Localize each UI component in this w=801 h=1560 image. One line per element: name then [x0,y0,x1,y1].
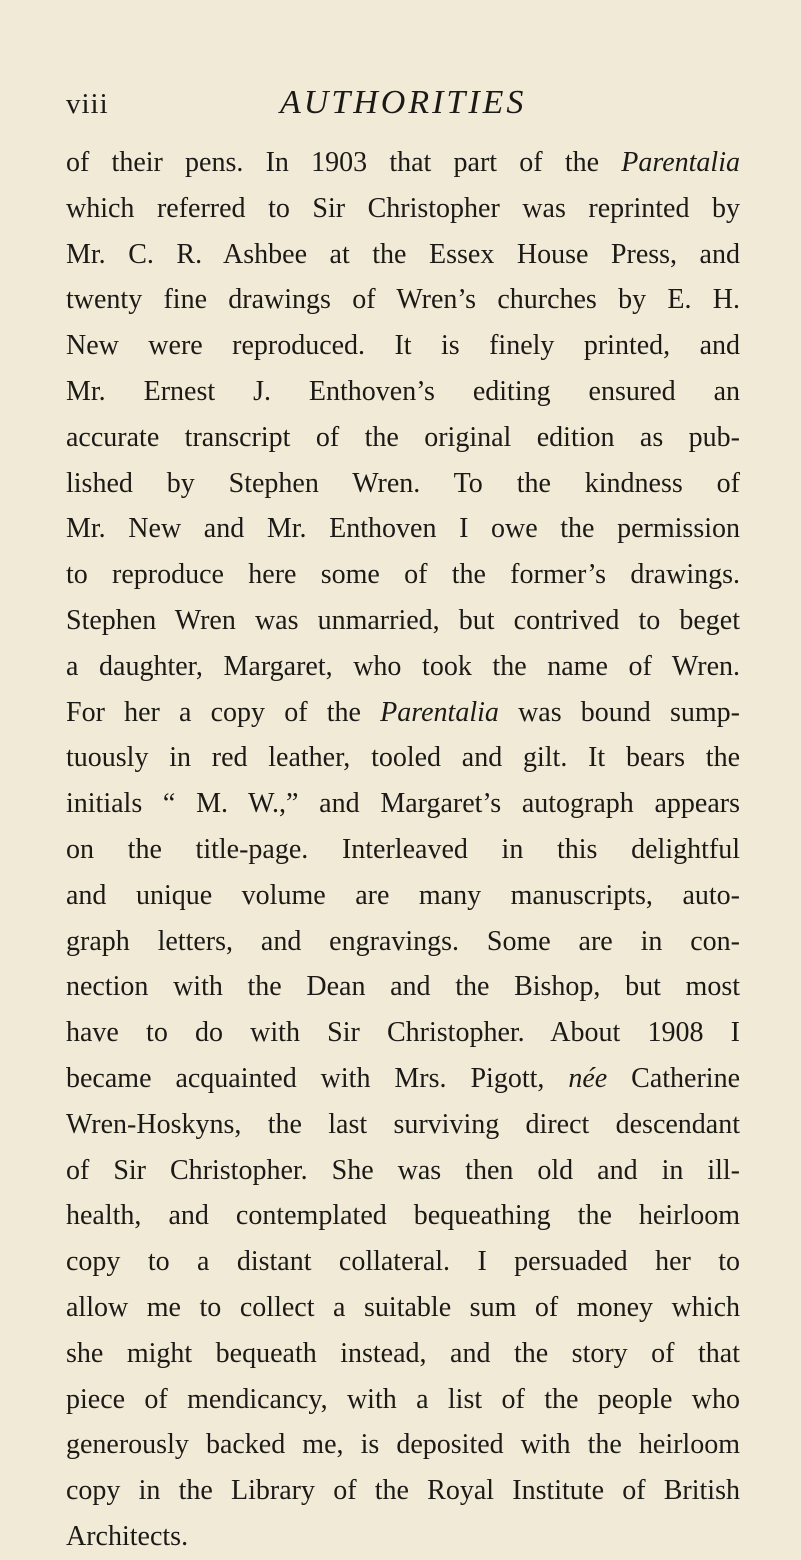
text-segment: and unique volume are many manuscripts, auto- [66,879,740,911]
text-segment: For her a copy of the [66,696,381,728]
text-line [66,1422,740,1468]
text-line [66,323,740,369]
text-segment: accurate transcript of the original edition as pub- [66,421,740,453]
text-line [66,1010,740,1056]
text-line [66,1148,740,1194]
text-segment: copy in the Library of the Royal Institute of British [66,1475,740,1507]
text-segment: Mr. Ernest J. Enthoven’s editing ensured an [66,375,740,407]
text-line [66,964,740,1010]
text-segment: Catherine [607,1062,740,1094]
text-segment: nection with the Dean and the Bishop, but most [66,971,740,1003]
text-segment: which referred to Sir Christopher was reprinted by [66,192,740,224]
text-line [66,461,740,507]
running-title: AUTHORITIES [280,84,527,121]
text-line [66,506,740,552]
text-line [66,1193,740,1239]
body-text [66,140,740,1560]
text-segment: a daughter, Margaret, who took the name of Wren. [66,650,740,682]
text-line [66,1285,740,1331]
text-segment: have to do with Sir Christopher. About 1908 I [66,1017,740,1049]
text-segment: allow me to collect a suitable sum of money which [66,1291,740,1323]
text-segment: on the title-page. Interleaved in this delightful [66,833,740,865]
text-segment: Mr. C. R. Ashbee at the Essex House Press, and [66,238,740,270]
text-segment: lished by Stephen Wren. To the kindness of [66,467,740,499]
text-line [66,1377,740,1423]
text-segment: graph letters, and engravings. Some are in con- [66,925,740,957]
page-number: viii [66,88,109,120]
text-segment: New were reproduced. It is finely printed, and [66,330,740,362]
italic-text-segment: Parentalia [621,147,740,178]
text-segment: Stephen Wren was unmarried, but contrived to beget [66,604,740,636]
text-segment: health, and contemplated bequeathing the heirloom [66,1200,740,1232]
text-segment: tuously in red leather, tooled and gilt. It bears the [66,742,740,774]
text-line [66,1331,740,1377]
text-segment: Wren-Hoskyns, the last surviving direct descendant [66,1108,740,1140]
text-line [66,140,740,186]
text-segment: Mr. New and Mr. Enthoven I owe the permission [66,513,740,545]
italic-text-segment: Parentalia [380,696,499,728]
text-line [66,1468,740,1514]
text-line [66,232,740,278]
text-segment: of Sir Christopher. She was then old and in ill- [66,1154,740,1186]
text-line [66,415,740,461]
text-line [66,644,740,690]
text-segment: became acquainted with Mrs. Pigott, [66,1062,569,1094]
text-segment: copy to a distant collateral. I persuaded her to [66,1246,740,1278]
text-line [66,598,740,644]
text-line [66,1056,740,1102]
text-segment: of their pens. In 1903 that part of the [66,147,622,178]
text-segment: piece of mendicancy, with a list of the people who [66,1383,740,1415]
text-line [66,369,740,415]
text-line [66,690,740,736]
text-line [66,735,740,781]
text-segment: to reproduce here some of the former’s drawings. [66,559,740,591]
italic-text-segment: née [568,1062,608,1094]
text-segment: Architects. [66,1520,189,1552]
running-head [66,84,738,128]
text-line [66,873,740,919]
text-line [66,1102,740,1148]
text-segment: she might bequeath instead, and the story of that [66,1337,740,1369]
text-line [66,1239,740,1285]
text-line [66,186,740,232]
text-segment: was bound sump- [498,696,740,728]
text-line [66,827,740,873]
text-segment: twenty fine drawings of Wren’s churches by E. H. [66,284,740,316]
text-line [66,781,740,827]
text-line [66,277,740,323]
text-segment: initials “ M. W.,” and Margaret’s autograph appears [66,788,740,820]
text-segment: generously backed me, is deposited with the heirloom [66,1429,740,1461]
text-line [66,1514,740,1560]
text-line [66,552,740,598]
text-line [66,919,740,965]
